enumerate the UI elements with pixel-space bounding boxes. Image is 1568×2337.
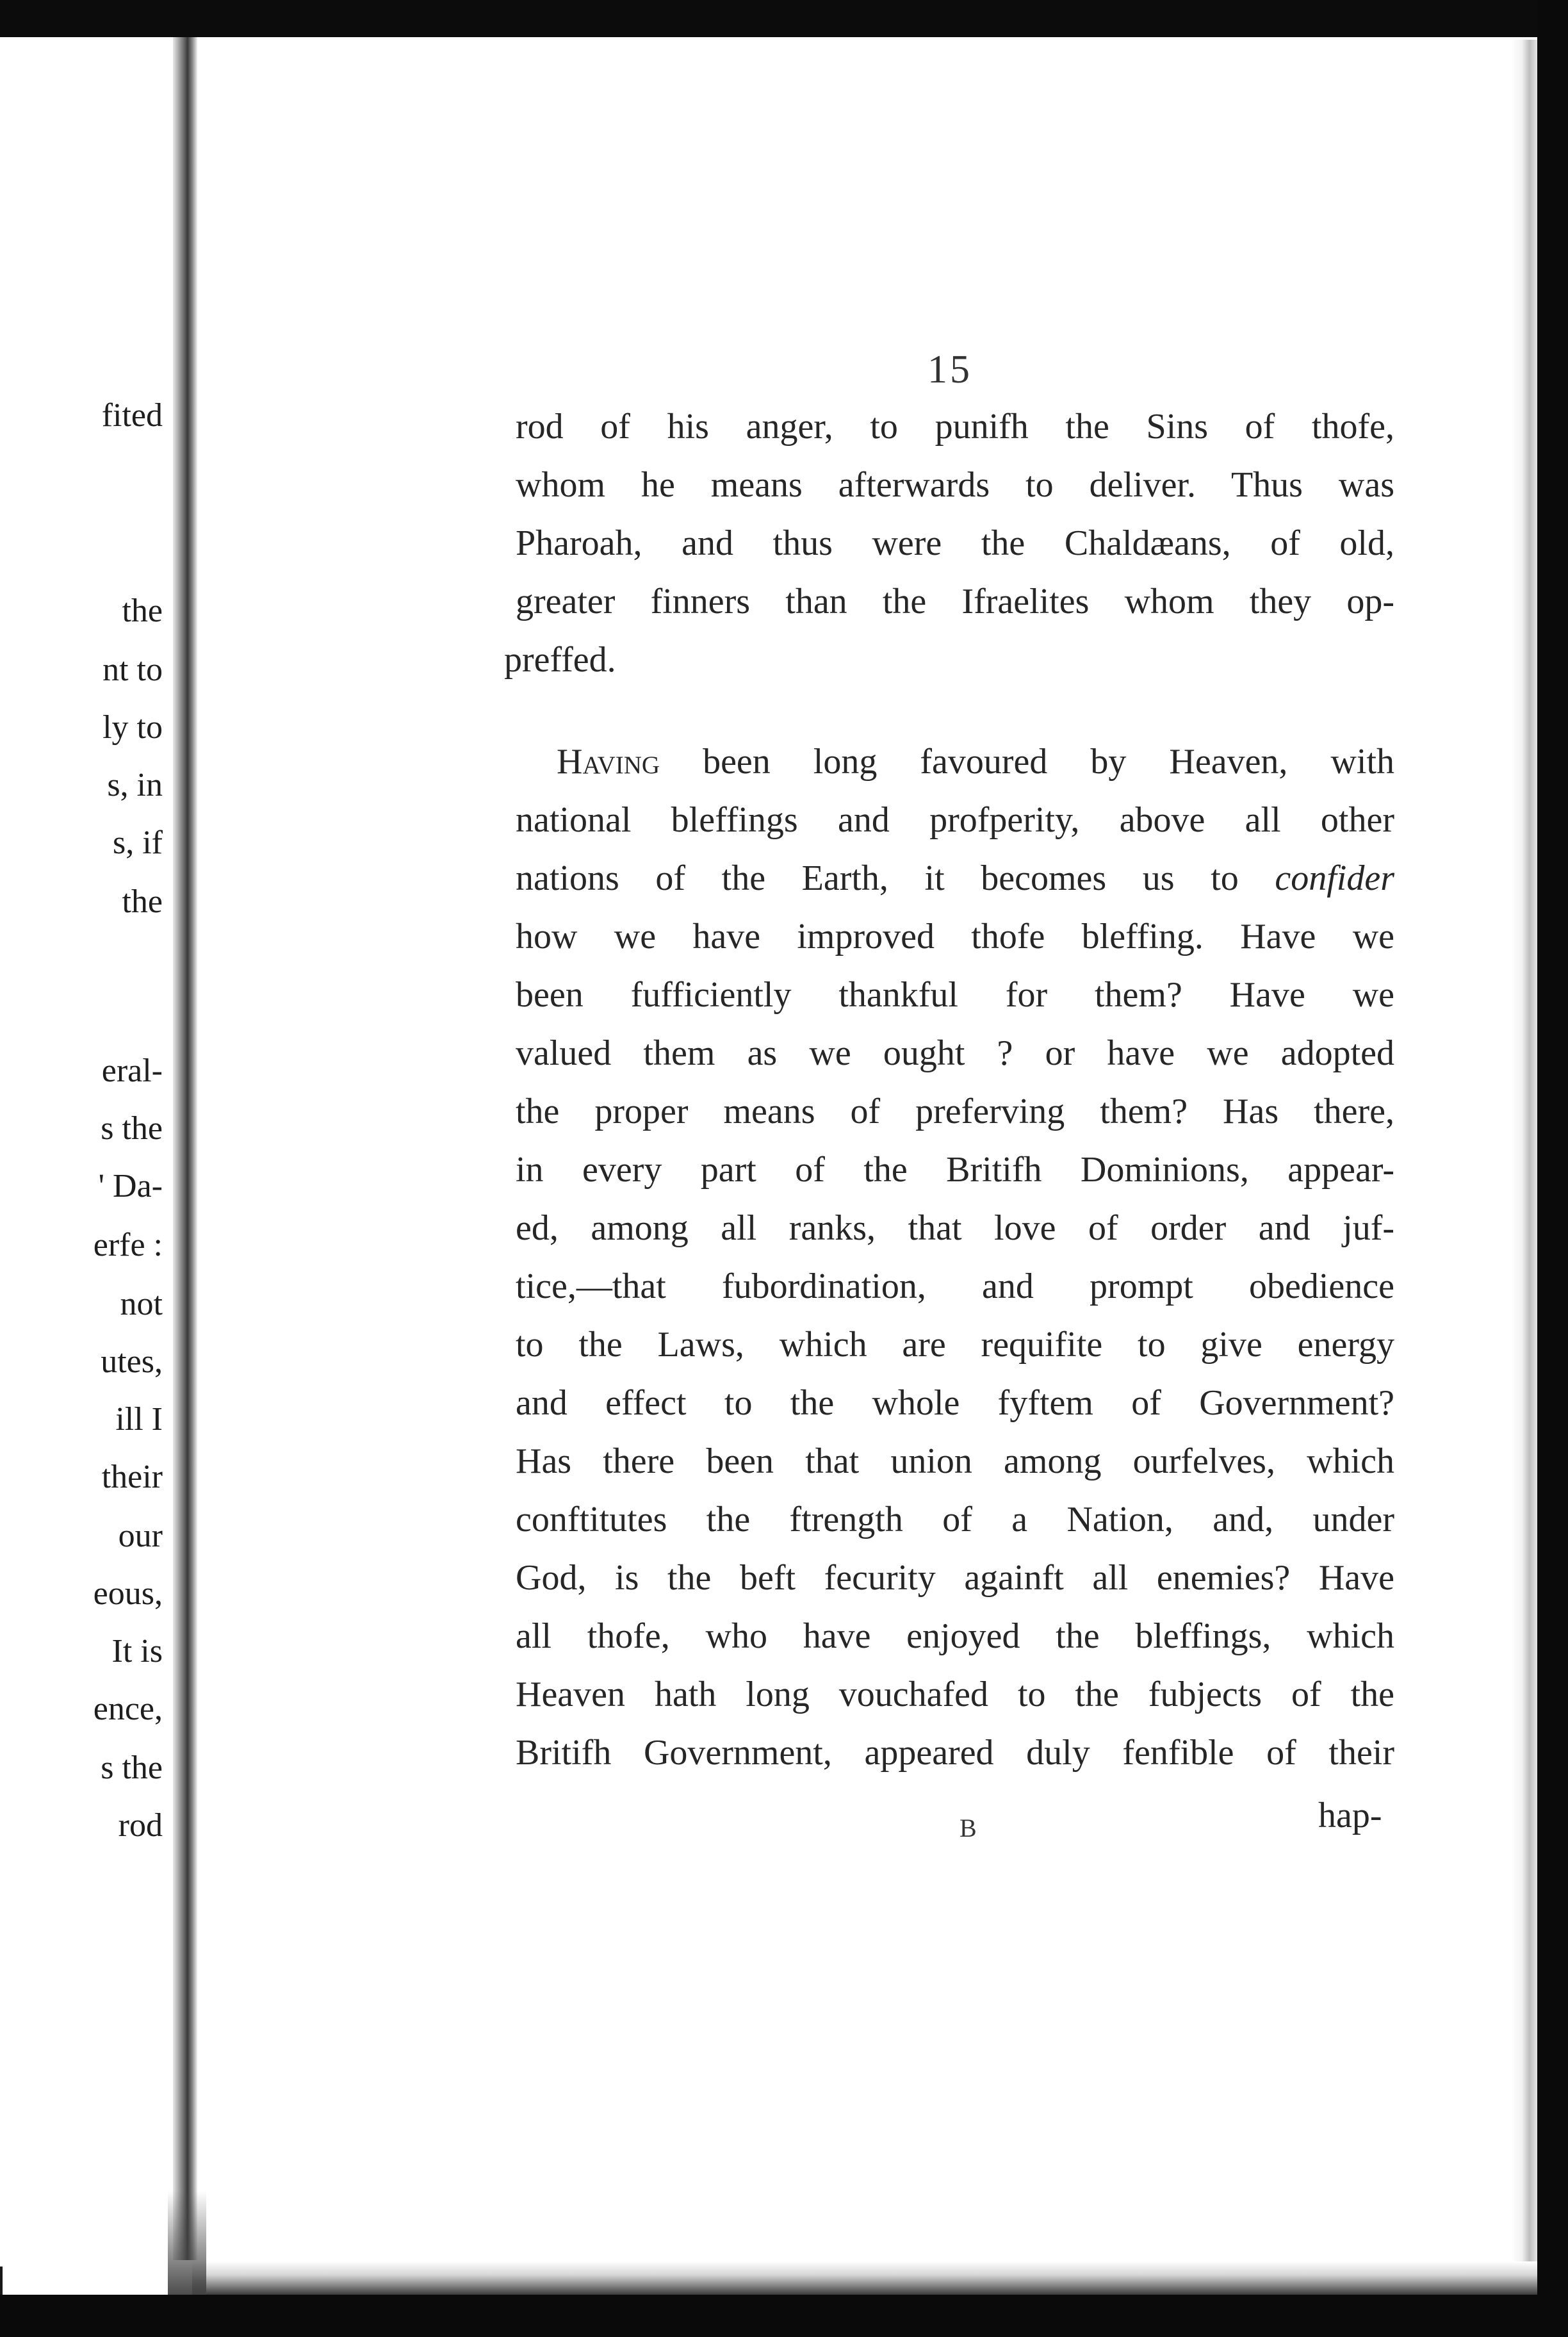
left-page-line: s the — [101, 1110, 163, 1147]
text-line: conftitutes the ftrength of a Nation, and, under — [516, 1500, 1394, 1539]
left-page-line: ' Da- — [98, 1168, 163, 1204]
signature-mark: B — [960, 1814, 977, 1842]
left-page-line: rod — [118, 1807, 163, 1844]
text-line: in every part of the Britifh Dominions, appear- — [516, 1150, 1394, 1190]
left-page-line: ill I — [115, 1401, 163, 1438]
book-gutter — [173, 37, 197, 2260]
left-page-line: eous, — [93, 1575, 163, 1612]
left-page-line: ly to — [102, 709, 163, 746]
left-page-line: s the — [101, 1750, 163, 1786]
text-line: rod of his anger, to punifh the Sins of thofe, — [516, 407, 1394, 447]
scan-border-right — [1537, 0, 1568, 2337]
left-page-line: eral- — [101, 1053, 163, 1089]
text-line: how we have improved thofe bleffing. Have we — [516, 917, 1394, 956]
text-line: whom he means afterwards to deliver. Thus was — [516, 465, 1394, 505]
text-run: been long favoured by Heaven, with — [660, 742, 1394, 782]
text-line — [516, 849, 1394, 908]
text-line: Has there been that union among ourfelves, which — [516, 1441, 1394, 1481]
text-line: God, is the beft fecurity againft all enemies? Have — [516, 1558, 1394, 1598]
left-page-line: not — [120, 1286, 163, 1322]
text-line: Britifh Government, appeared duly fenfible of their — [516, 1733, 1394, 1773]
text-line: preffed. — [504, 640, 616, 680]
text-line — [516, 733, 1394, 791]
gutter-shadow — [168, 2191, 206, 2300]
left-page-line: fited — [101, 397, 163, 434]
text-line: tice,—that fubordination, and prompt obedience — [516, 1267, 1394, 1306]
left-page-line: their — [101, 1459, 163, 1495]
text-line: valued them as we ought ? or have we adopted — [516, 1033, 1394, 1073]
left-page-line: the — [122, 593, 163, 629]
scan-border-bottom — [0, 2295, 1568, 2337]
left-page-line: It is — [111, 1633, 163, 1669]
scan-border-top — [0, 0, 1568, 37]
left-page-line: s, if — [113, 824, 163, 861]
text-line: been fufficiently thankful for them? Have we — [516, 975, 1394, 1015]
text-line: to the Laws, which are requifite to give energy — [516, 1325, 1394, 1365]
left-page-line: utes, — [101, 1343, 163, 1380]
left-page-line: the — [122, 883, 163, 920]
left-facing-page — [0, 37, 173, 2267]
text-line: Pharoah, and thus were the Chaldæans, of old, — [516, 523, 1394, 563]
text-line: greater finners than the Ifraelites whom they op- — [516, 582, 1394, 621]
page-number: 15 — [927, 348, 972, 391]
text-line: ed, among all ranks, that love of order and juf- — [516, 1208, 1394, 1248]
left-page-line: erfe : — [93, 1227, 163, 1263]
left-page-line: s, in — [107, 767, 163, 803]
lead-word: Having — [557, 742, 660, 782]
text-line: all thofe, who have enjoyed the bleffings, which — [516, 1616, 1394, 1656]
paragraph-1 — [504, 398, 1394, 689]
left-page-line: our — [118, 1518, 163, 1554]
italic-word: confider — [1275, 858, 1394, 898]
paragraph-2 — [516, 733, 1394, 1782]
text-line: Heaven hath long vouchafed to the fubjects of the — [516, 1675, 1394, 1714]
text-line: national bleffings and profperity, above all other — [516, 800, 1394, 840]
page-bottom-edge — [192, 2261, 1537, 2295]
left-page-line: ence, — [93, 1691, 163, 1727]
page-right-edge — [1512, 40, 1537, 2269]
text-line: the proper means of preferving them? Has there, — [516, 1092, 1394, 1131]
catchword: hap- — [1318, 1796, 1382, 1835]
text-line: and effect to the whole fyftem of Government? — [516, 1383, 1394, 1423]
right-page — [197, 37, 1512, 2261]
text-run: nations of the Earth, it becomes us to — [516, 858, 1275, 898]
left-page-line: nt to — [102, 652, 163, 688]
